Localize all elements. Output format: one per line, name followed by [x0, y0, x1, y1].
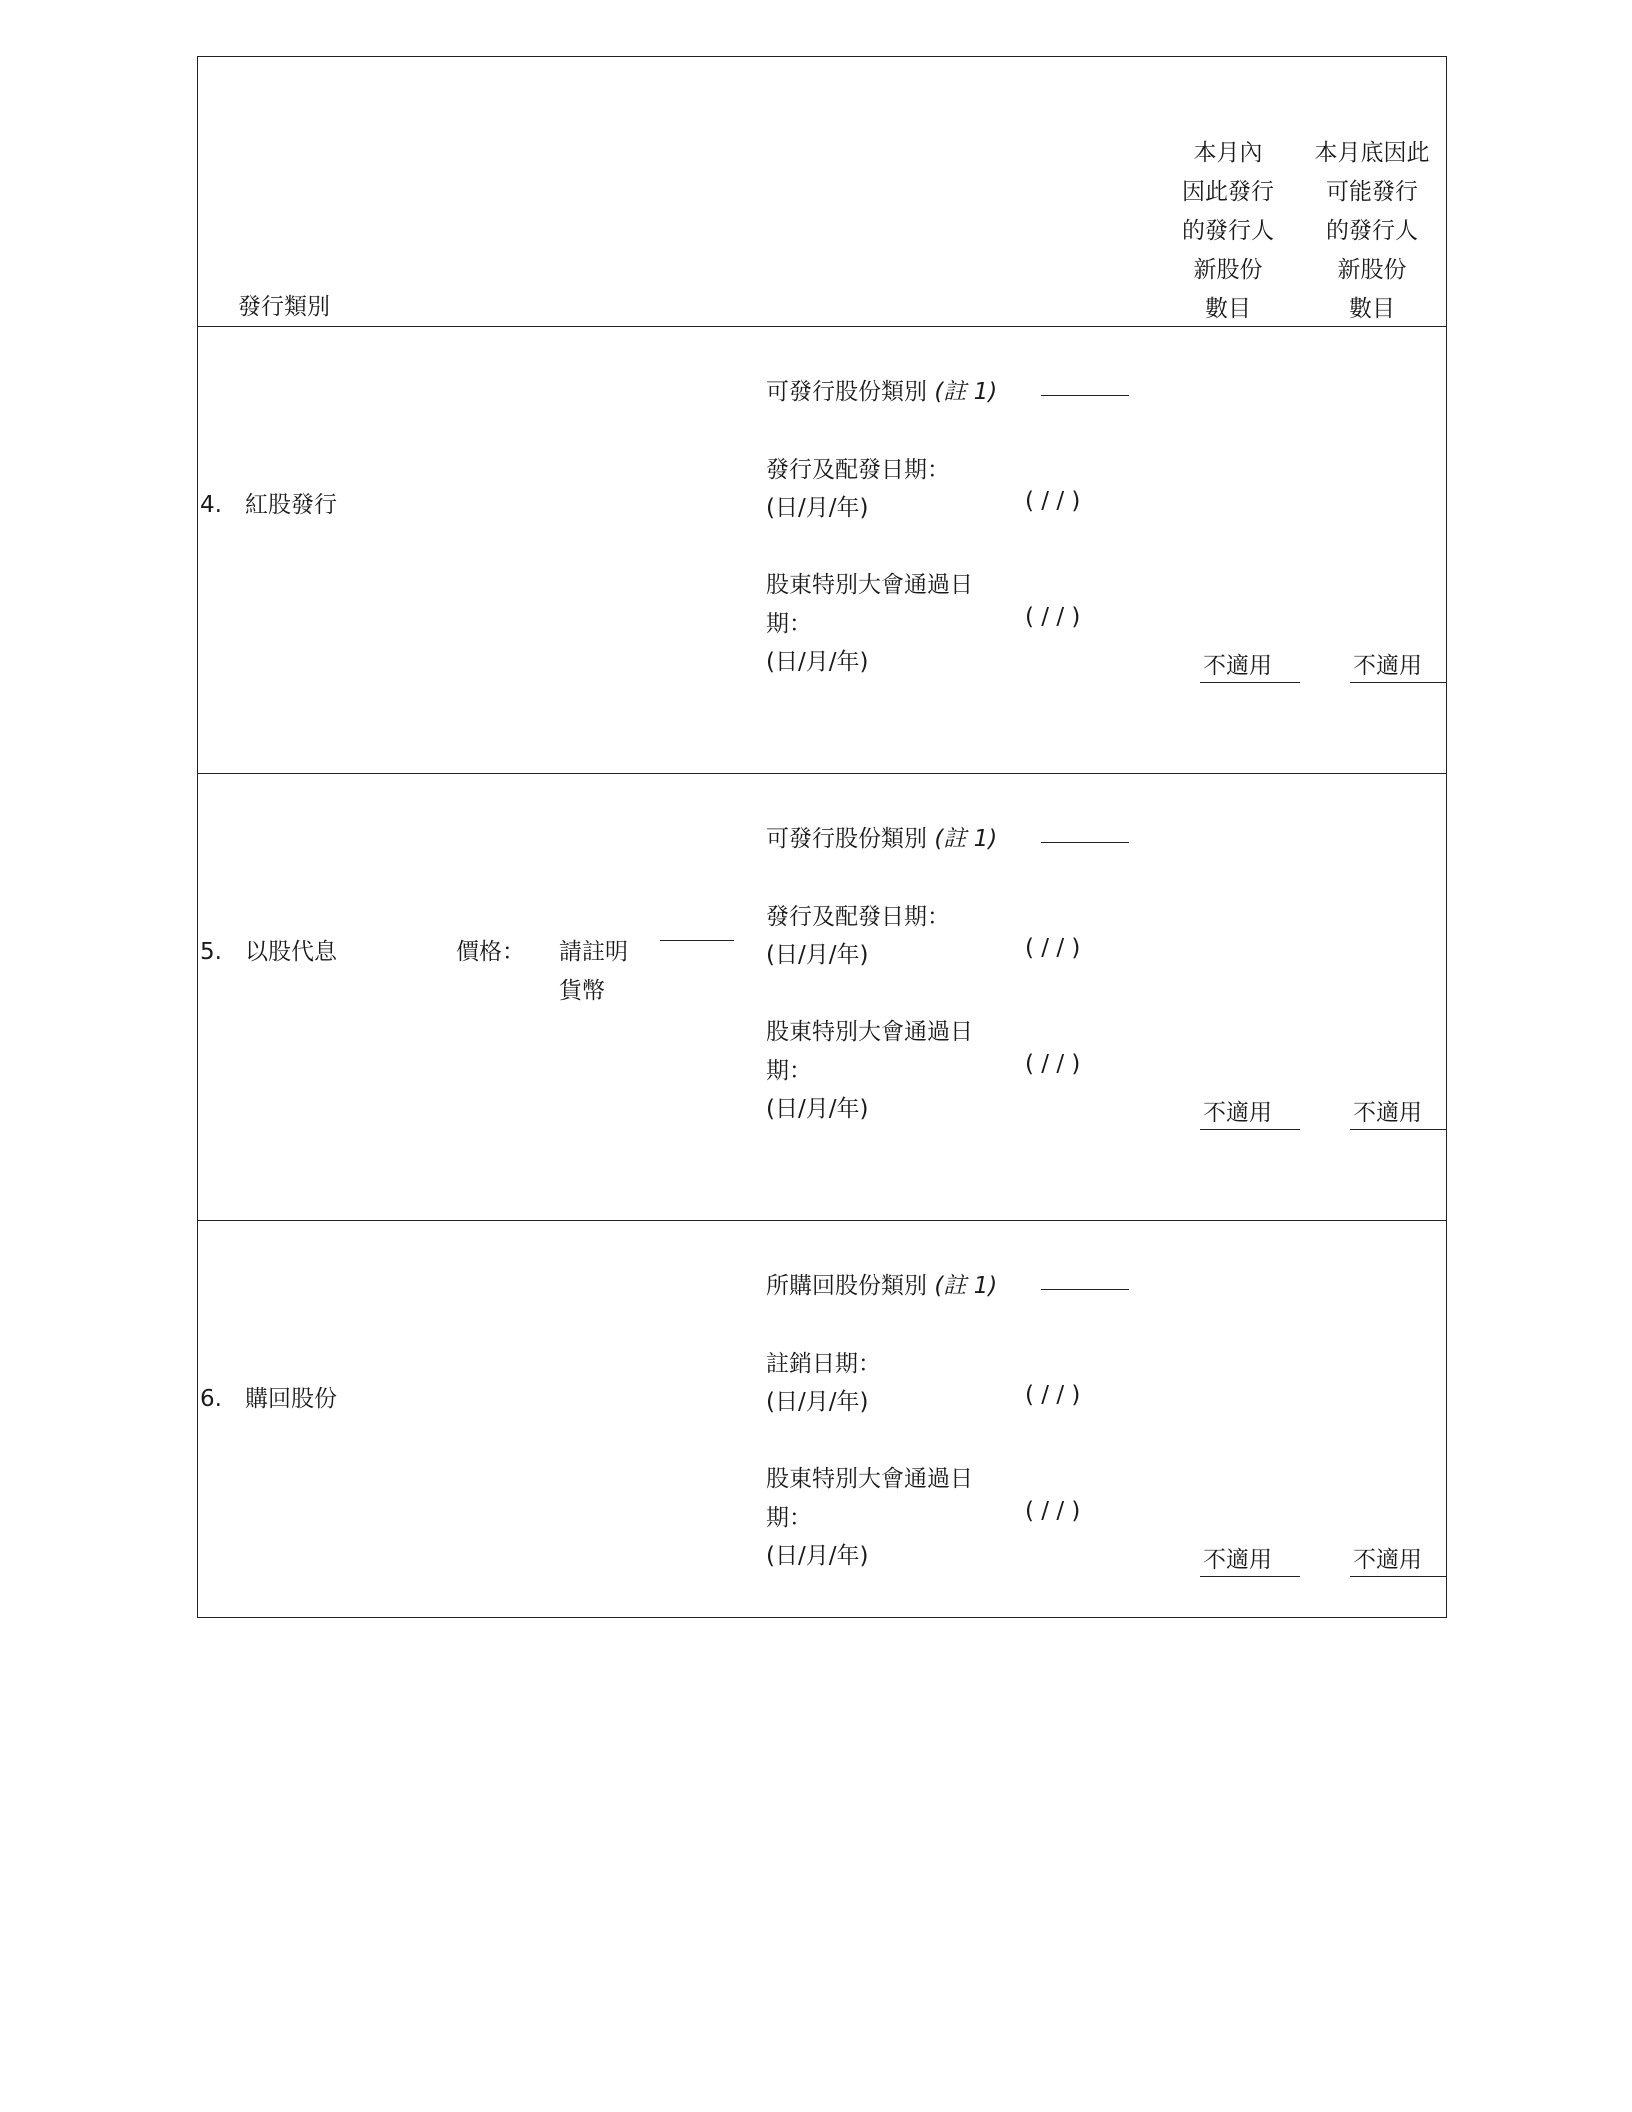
header-line: 數目 [1349, 296, 1395, 322]
date-value-field[interactable]: ( / / ) [1025, 488, 1081, 514]
header-line: 數目 [1205, 296, 1251, 322]
egm-label: 股東特別大會通過日 [766, 1466, 973, 1492]
share-class-blank[interactable] [1041, 395, 1129, 396]
header-line: 可能發行 [1326, 179, 1418, 205]
date-format: (日/月/年) [766, 495, 869, 521]
date-value-field[interactable]: ( / / ) [1025, 935, 1081, 961]
egm-date-format: (日/月/年) [766, 1096, 869, 1122]
na-possible: 不適用 [1353, 1100, 1422, 1126]
row-number: 5. [200, 939, 222, 965]
na-possible-underline [1350, 1129, 1447, 1130]
share-class-text: 可發行股份類別 [766, 379, 927, 405]
col-header-possible [1307, 134, 1437, 329]
egm-date-format: (日/月/年) [766, 1543, 869, 1569]
egm-date-value-field[interactable]: ( / / ) [1025, 1051, 1081, 1077]
date-label: 發行及配發日期： [766, 457, 950, 483]
na-possible: 不適用 [1353, 1547, 1422, 1573]
header-line: 新股份 [1193, 257, 1263, 283]
egm-date-format: (日/月/年) [766, 649, 869, 675]
header-line: 的發行人 [1182, 218, 1274, 244]
header-line: 的發行人 [1326, 218, 1418, 244]
share-class-blank[interactable] [1041, 842, 1129, 843]
na-issued: 不適用 [1203, 1547, 1272, 1573]
date-value-field[interactable]: ( / / ) [1025, 1382, 1081, 1408]
egm-label-cont: 期： [766, 611, 812, 637]
date-label: 發行及配發日期： [766, 904, 950, 930]
header-line: 新股份 [1337, 257, 1407, 283]
share-class-label [766, 1267, 997, 1306]
egm-date-value-field[interactable]: ( / / ) [1025, 1498, 1081, 1524]
category-header: 發行類別 [238, 294, 330, 320]
na-issued-underline [1200, 1576, 1300, 1577]
header-line: 因此發行 [1182, 179, 1274, 205]
share-class-blank[interactable] [1041, 1289, 1129, 1290]
row-divider [197, 1220, 1447, 1221]
note-ref: (註 1) [934, 826, 998, 852]
col-header-issued [1168, 134, 1288, 329]
price-label: 價格： [456, 939, 525, 965]
row-number: 4. [200, 492, 222, 518]
row-divider [197, 773, 1447, 774]
na-issued: 不適用 [1203, 1100, 1272, 1126]
na-issued-underline [1200, 682, 1300, 683]
na-possible-underline [1350, 682, 1447, 683]
price-blank[interactable] [660, 940, 734, 941]
share-class-text: 可發行股份類別 [766, 826, 927, 852]
row-name: 購回股份 [245, 1386, 337, 1412]
na-issued-underline [1200, 1129, 1300, 1130]
currency-label-cont: 貨幣 [559, 978, 605, 1004]
egm-label-cont: 期： [766, 1058, 812, 1084]
date-format: (日/月/年) [766, 1389, 869, 1415]
row-name: 以股代息 [245, 939, 337, 965]
currency-label: 請註明 [559, 939, 628, 965]
date-format: (日/月/年) [766, 942, 869, 968]
egm-label: 股東特別大會通過日 [766, 572, 973, 598]
share-class-text: 所購回股份類別 [766, 1273, 927, 1299]
egm-label-cont: 期： [766, 1505, 812, 1531]
egm-date-value-field[interactable]: ( / / ) [1025, 604, 1081, 630]
na-possible: 不適用 [1353, 653, 1422, 679]
share-class-label [766, 820, 997, 859]
date-label: 註銷日期： [766, 1351, 881, 1377]
na-possible-underline [1350, 1576, 1447, 1577]
na-issued: 不適用 [1203, 653, 1272, 679]
row-number: 6. [200, 1386, 222, 1412]
note-ref: (註 1) [934, 379, 998, 405]
egm-label: 股東特別大會通過日 [766, 1019, 973, 1045]
note-ref: (註 1) [934, 1273, 998, 1299]
header-line: 本月底因此 [1314, 140, 1430, 166]
share-class-label [766, 373, 997, 412]
row-name: 紅股發行 [245, 492, 337, 518]
header-line: 本月內 [1193, 140, 1263, 166]
